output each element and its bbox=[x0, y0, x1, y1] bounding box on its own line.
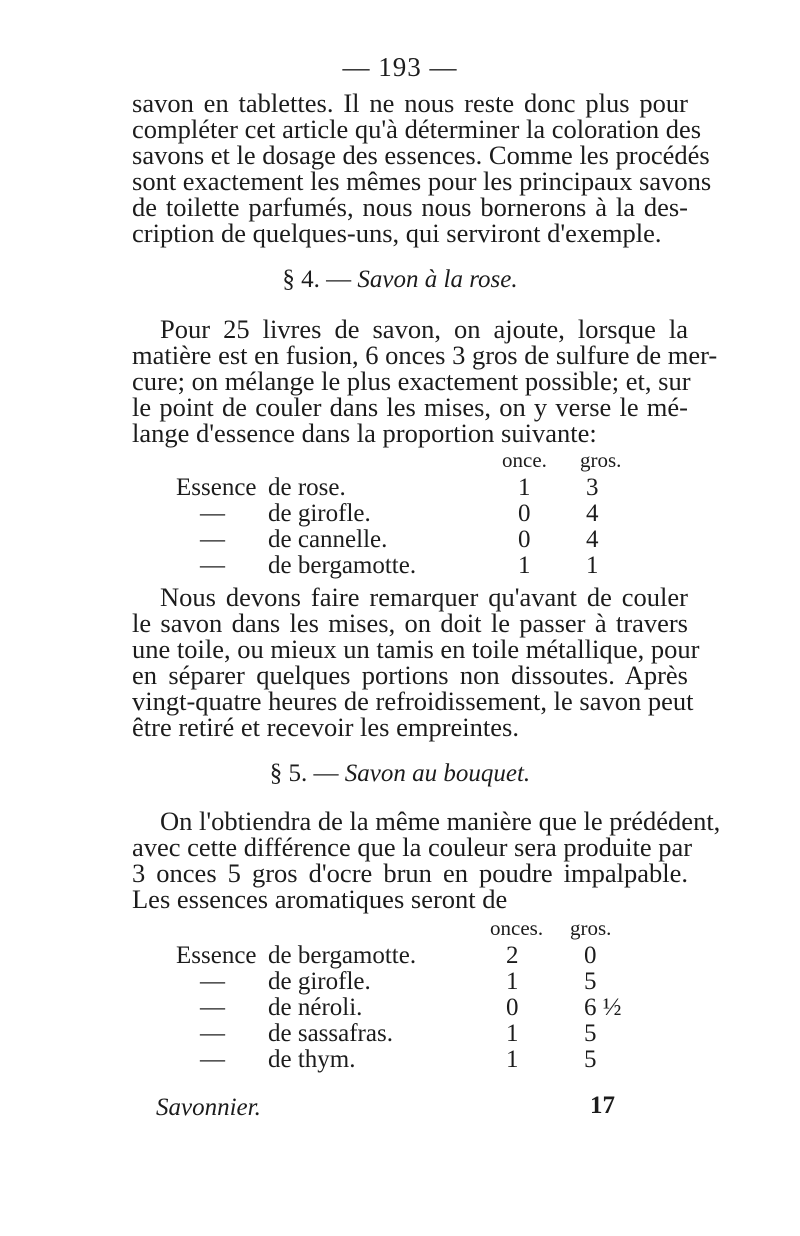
text-line: de toilette parfumés, nous nous bornerons à la des- bbox=[132, 192, 688, 222]
row-name: de girofle. bbox=[268, 968, 371, 995]
section-4-heading bbox=[0, 266, 800, 294]
page-number: — 193 — bbox=[342, 52, 458, 82]
row-onces: 1 bbox=[506, 968, 519, 995]
row-gros: 3 bbox=[586, 474, 599, 501]
section-number: § 5. — bbox=[269, 760, 339, 787]
row-gros: 5 bbox=[584, 1046, 597, 1073]
text-line: sont exactement les mêmes pour les principaux savons bbox=[132, 166, 712, 196]
row-prefix: — bbox=[200, 1020, 225, 1047]
row-gros: 6 ½ bbox=[584, 994, 622, 1021]
text-line: avec cette différence que la couleur sera produite par bbox=[132, 832, 693, 862]
text-line: être retiré et recevoir les empreintes. bbox=[132, 712, 519, 742]
column-header-gros: gros. bbox=[570, 916, 612, 940]
text-line: cription de quelques-uns, qui serviront d'exemple. bbox=[132, 218, 662, 248]
row-onces: 2 bbox=[506, 942, 519, 969]
row-gros: 5 bbox=[584, 1020, 597, 1047]
text-line: Nous devons faire remarquer qu'avant de couler bbox=[160, 582, 688, 612]
row-prefix: — bbox=[200, 1046, 225, 1073]
row-gros: 5 bbox=[584, 968, 597, 995]
row-onces: 0 bbox=[506, 994, 519, 1021]
row-name: de bergamotte. bbox=[268, 552, 417, 579]
footer-signature: Savonnier. bbox=[156, 1094, 261, 1121]
text-line: cure; on mélange le plus exactement possible; et, sur bbox=[132, 366, 691, 396]
sheet-number: 17 bbox=[590, 1092, 615, 1119]
row-name: de néroli. bbox=[268, 994, 363, 1021]
row-onces: 0 bbox=[518, 526, 531, 553]
row-prefix: — bbox=[200, 968, 225, 995]
row-name: de sassafras. bbox=[268, 1020, 393, 1047]
row-prefix: — bbox=[200, 526, 225, 553]
section-4-note-paragraph bbox=[132, 582, 700, 742]
section-title: Savon au bouquet. bbox=[344, 760, 531, 787]
row-prefix: — bbox=[200, 500, 225, 527]
text-line: en séparer quelques portions non dissoutes. Après bbox=[132, 660, 688, 690]
row-gros: 4 bbox=[586, 500, 599, 527]
row-prefix: Essence bbox=[176, 474, 257, 501]
section-4-paragraph bbox=[132, 314, 718, 448]
row-onces: 1 bbox=[506, 1020, 519, 1047]
text-line: une toile, ou mieux un tamis en toile métallique, pour bbox=[132, 634, 700, 664]
section-number: § 4. — bbox=[282, 266, 352, 293]
text-line: Pour 25 livres de savon, on ajoute, lorsque la bbox=[160, 314, 688, 344]
intro-paragraph bbox=[132, 88, 712, 248]
section-title: Savon à la rose. bbox=[357, 266, 518, 293]
section-5-heading bbox=[0, 760, 800, 788]
text-line: 3 onces 5 gros d'ocre brun en poudre impalpable. bbox=[132, 858, 688, 888]
column-header-onces: onces. bbox=[490, 916, 544, 940]
text-line: savon en tablettes. Il ne nous reste donc plus pour bbox=[132, 88, 688, 118]
row-onces: 1 bbox=[506, 1046, 519, 1073]
text-line: vingt-quatre heures de refroidissement, le savon peut bbox=[132, 686, 694, 716]
row-name: de rose. bbox=[268, 474, 346, 501]
row-name: de bergamotte. bbox=[268, 942, 417, 969]
text-line: le savon dans les mises, on doit le passer à travers bbox=[132, 608, 688, 638]
text-line: Les essences aromatiques seront de bbox=[132, 884, 508, 914]
essence-table-rose bbox=[0, 448, 800, 578]
section-5-paragraph bbox=[132, 806, 721, 914]
column-header-onces: once. bbox=[502, 448, 547, 472]
text-line: matière est en fusion, 6 onces 3 gros de sulfure de mer- bbox=[132, 340, 718, 370]
row-name: de cannelle. bbox=[268, 526, 388, 553]
row-prefix: — bbox=[200, 994, 225, 1021]
row-gros: 0 bbox=[584, 942, 597, 969]
column-header-gros: gros. bbox=[580, 448, 622, 472]
text-line: lange d'essence dans la proportion suivante: bbox=[132, 418, 597, 448]
essence-table-bouquet bbox=[0, 916, 800, 1076]
row-onces: 1 bbox=[518, 474, 531, 501]
text-line: savons et le dosage des essences. Comme les procédés bbox=[132, 140, 710, 170]
text-line: On l'obtiendra de la même manière que le prédédent, bbox=[160, 806, 721, 836]
row-onces: 1 bbox=[518, 552, 531, 579]
row-name: de thym. bbox=[268, 1046, 356, 1073]
row-prefix: Essence bbox=[176, 942, 257, 969]
row-gros: 4 bbox=[586, 526, 599, 553]
row-name: de girofle. bbox=[268, 500, 371, 527]
row-onces: 0 bbox=[518, 500, 531, 527]
text-line: compléter cet article qu'à déterminer la coloration des bbox=[132, 114, 702, 144]
text-line: le point de couler dans les mises, on y verse le mé- bbox=[132, 392, 688, 422]
row-gros: 1 bbox=[586, 552, 599, 579]
row-prefix: — bbox=[200, 552, 225, 579]
